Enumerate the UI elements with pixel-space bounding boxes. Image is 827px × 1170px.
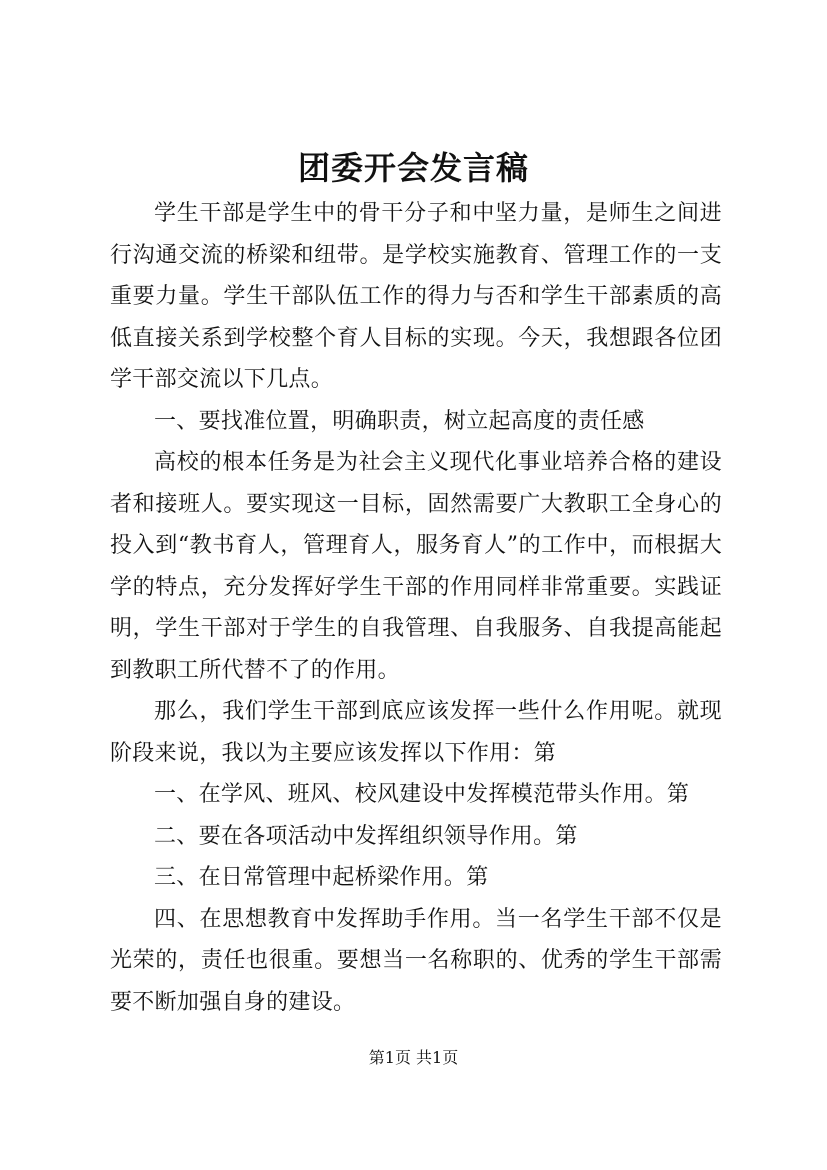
paragraph-section-one-heading: 一、要找准位置，明确职责，树立起高度的责任感 bbox=[154, 408, 645, 434]
paragraph-intro: 学生干部是学生中的骨干分子和中坚力量，是师生之间进行沟通交流的桥梁和纽带。是学校实施教育、管理工作的一支重要力量。学生干部队伍工作的得力与否和学生干部素质的高低直接关系到学校整个育人目标的实现。今天，我想跟各位团学干部交流以下几点。 bbox=[110, 201, 722, 392]
paragraph-role-four: 四、在思想教育中发挥助手作用。当一名学生干部不仅是光荣的，责任也很重。要想当一名称职的、优秀的学生干部需要不断加强自身的建设。 bbox=[110, 906, 722, 1015]
document-title: 团委开会发言稿 bbox=[297, 149, 529, 187]
paragraph-roles-question: 那么，我们学生干部到底应该发挥一些什么作用呢。就现阶段来说，我以为主要应该发挥以下作用：第 bbox=[110, 699, 722, 766]
paragraph-role-three: 三、在日常管理中起桥梁作用。第 bbox=[154, 865, 489, 890]
document-body bbox=[110, 193, 722, 1023]
paragraph-role-two: 二、要在各项活动中发挥组织领导作用。第 bbox=[154, 823, 578, 849]
page-number-footer: 第1页 共1页 bbox=[368, 1048, 459, 1067]
paragraph-university-task: 高校的根本任务是为社会主义现代化事业培养合格的建设者和接班人。要实现这一目标，固然需要广大教职工全身心的投入到“教书育人，管理育人，服务育人”的工作中，而根据大学的特点，充分发挥好学生干部的作用同样非常重要。实践证明，学生干部对于学生的自我管理、自我服务、自我提高能起到教职工所代替不了的作用。 bbox=[110, 450, 722, 683]
paragraph-role-one: 一、在学风、班风、校风建设中发挥模范带头作用。第 bbox=[154, 782, 690, 807]
